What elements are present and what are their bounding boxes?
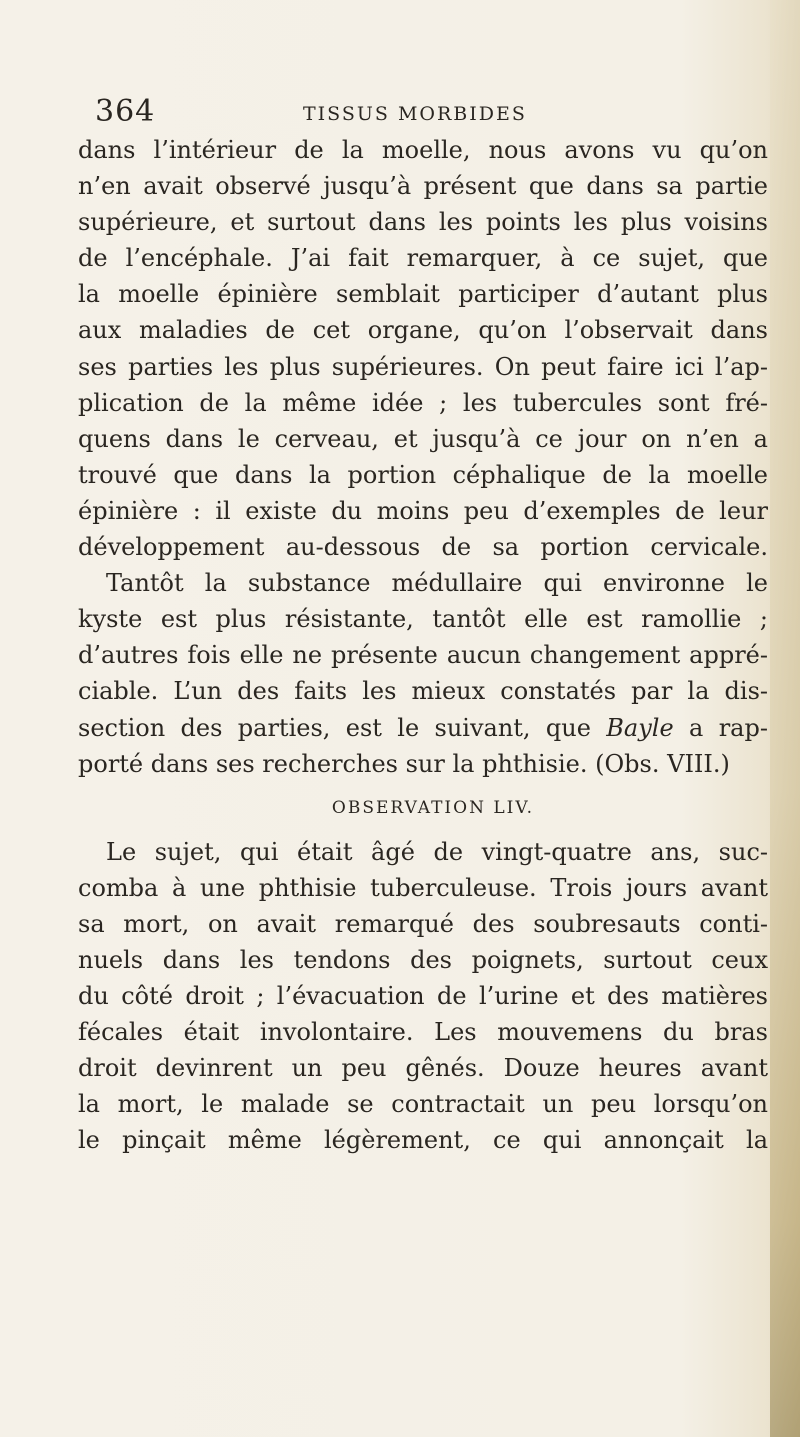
text-line: fécales était involontaire. Les mouvemens du bras — [78, 1018, 768, 1047]
text-line: sa mort, on avait remarqué des soubresauts conti- — [78, 909, 768, 938]
text-line: aux maladies de cet organe, qu’on l’observait dans — [78, 316, 768, 345]
text-line: la moelle épinière semblait participer d’autant plus — [78, 280, 768, 309]
text-line: kyste est plus résistante, tantôt elle est ramollie ; — [78, 605, 768, 634]
running-title: TISSUS MORBIDES — [303, 103, 527, 125]
text-line: le pinçait même légèrement, ce qui annonçait la — [78, 1126, 768, 1155]
text-line: épinière : il existe du moins peu d’exemples de leur — [78, 496, 768, 525]
text-line: porté dans ses recherches sur la phthisie. (Obs. VIII.) — [78, 749, 730, 778]
text-line: développement au-dessous de sa portion cervicale. — [78, 533, 768, 562]
body-text — [78, 132, 768, 1159]
text-segment: section des parties, est le suivant, que — [78, 713, 591, 742]
text-line: quens dans le cerveau, et jusqu’à ce jour on n’en a — [78, 424, 768, 453]
text-line: comba à une phthisie tuberculeuse. Trois jours avant — [78, 873, 768, 902]
text-line: plication de la même idée ; les tubercules sont fré- — [78, 388, 768, 417]
text-line: la mort, le malade se contractait un peu lorsqu’on — [78, 1090, 768, 1119]
text-line: dans l’intérieur de la moelle, nous avons vu qu’on — [78, 136, 768, 164]
text-line: de l’encéphale. J’ai fait remarquer, à ce sujet, que — [78, 244, 768, 273]
text-line: droit devinrent un peu gênés. Douze heures avant — [78, 1054, 768, 1083]
text-line-with-author — [78, 710, 768, 746]
text-line: supérieure, et surtout dans les points les plus voisins — [78, 208, 768, 237]
page-number: 364 — [95, 94, 156, 129]
text-line: du côté droit ; l’évacuation de l’urine et des matières — [78, 982, 768, 1011]
text-line: Tantôt la substance médullaire qui environne le — [106, 569, 768, 598]
text-line: n’en avait observé jusqu’à présent que dans sa partie — [78, 172, 768, 201]
text-segment: a rap- — [689, 713, 768, 742]
section-heading: OBSERVATION LIV. — [331, 797, 535, 818]
page-edge-stain — [770, 0, 800, 1437]
author-name: Bayle — [606, 713, 674, 742]
paragraph-1 — [78, 132, 768, 782]
running-head — [95, 94, 775, 134]
text-line: ciable. L’un des faits les mieux constatés par la dis- — [78, 677, 768, 706]
text-line: nuels dans les tendons des poignets, surtout ceux — [78, 945, 768, 974]
text-line: d’autres fois elle ne présente aucun changement appré- — [78, 641, 768, 670]
paragraph-2 — [78, 834, 768, 1159]
text-line: ses parties les plus supérieures. On peut faire ici l’ap- — [78, 352, 768, 381]
text-line: trouvé que dans la portion céphalique de la moelle — [78, 460, 768, 489]
text-line: Le sujet, qui était âgé de vingt-quatre ans, suc- — [106, 837, 768, 866]
